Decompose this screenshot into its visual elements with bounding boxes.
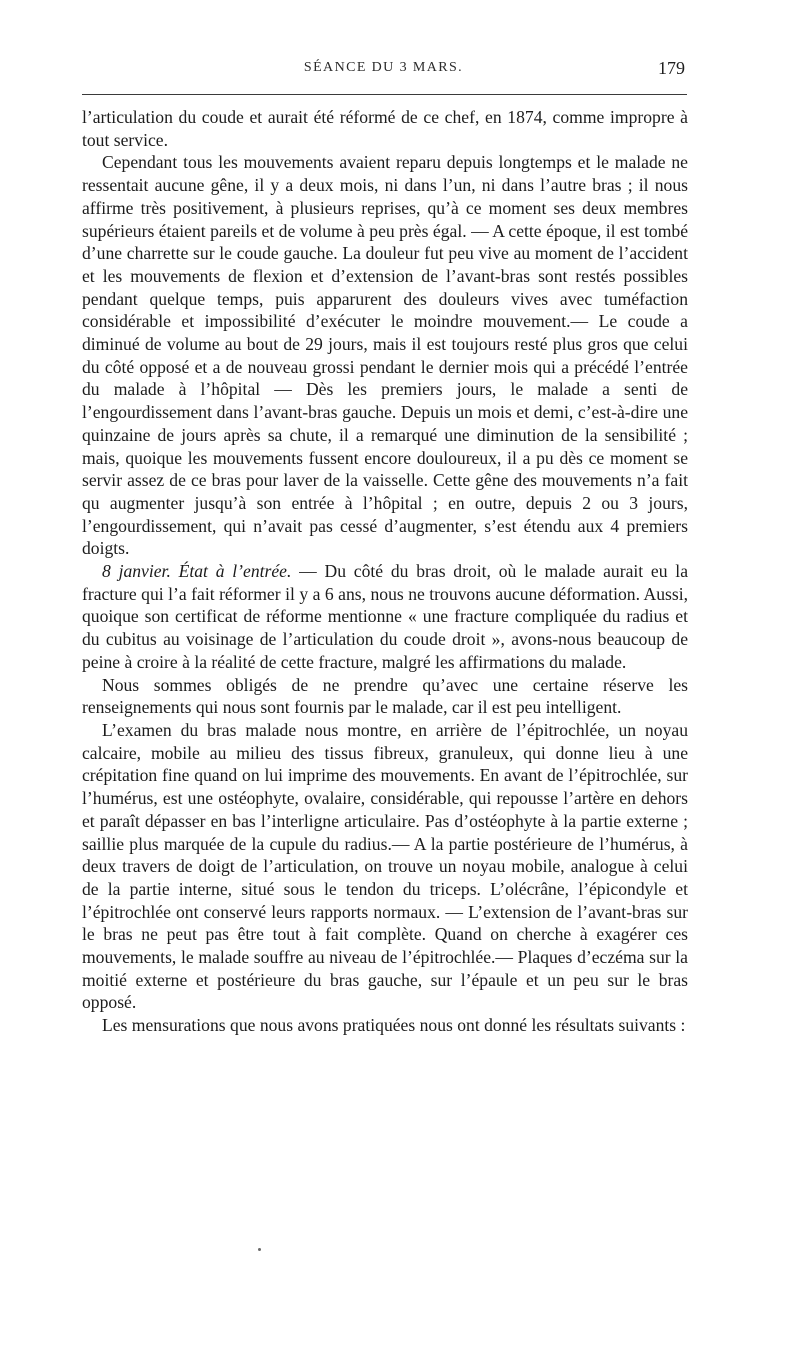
paragraph-text: Nous sommes obligés de ne prendre qu’avec une certaine réserve les renseignements qui nous sont fournis par le malade, car il est peu intelligent. [82, 674, 688, 718]
paragraph-text: Cependant tous les mouvements avaient reparu depuis longtemps et le malade ne ressentait aucune gêne, il y a deux mois, ni dans l’un, ni dans l’autre bras ; il nous affirme très positivement, à plusieurs reprises, qu’à ce moment ses deux membres supérieurs étaient pareils et de volume à peu près égal. — A cette époque, il est tombé d’une charrette sur le coude gauche. La douleur fut peu vive au moment de l’accident et les mouvements de flexion et d’extension de l’avant-bras sont restés possibles pendant quelque temps, puis apparurent des douleurs vives avec tuméfaction considérable et impossibilité d’exécuter le moindre mouvement.— Le coude a diminué de volume au bout de 29 jours, mais il est toujours resté plus gros que celui du côté opposé et a de nouveau grossi pendant le dernier mois qui a précédé l’entrée du malade à l’hôpital — Dès les premiers jours, le malade a senti de l’engourdissement dans l’avant-bras gauche. Depuis un mois et demi, c’est-à-dire une quinzaine de jours après sa chute, il a remarqué une diminution de la sensibilité ; mais, quoique les mouvements fussent encore douloureux, il a pu dès ce moment se servir assez de ce bras pour laver de la vaisselle. Cette gêne des mouvements n’a fait qu augmenter jusqu’à son entrée à l’hôpital ; en outre, depuis 2 ou 3 jours, l’engourdissement, qui n’avait pas cessé d’augmenter, s’est étendu aux 4 premiers doigts. [82, 152, 688, 559]
page-number: 179 [658, 58, 685, 78]
paragraph-text: l’articulation du coude et aurait été réformé de ce chef, en 1874, comme impropre à tout service. [82, 107, 688, 150]
paragraph-text: Les mensurations que nous avons pratiquées nous ont donné les résultats suivants : [102, 1015, 686, 1036]
paragraph-continuation [82, 106, 688, 151]
paragraph-measurements [82, 1014, 688, 1037]
paragraph-reserve [82, 674, 688, 719]
paragraph-lead-date: 8 janvier. État à l’entrée. [102, 561, 292, 582]
running-head: SÉANCE DU 3 MARS. [303, 60, 464, 75]
paragraph-history [82, 151, 688, 560]
header-rule [82, 94, 687, 95]
paragraph-admission-state [82, 560, 688, 674]
paragraph-text: L’examen du bras malade nous montre, en arrière de l’épitrochlée, un noyau calcaire, mobile au milieu des tissus fibreux, granuleux, qui donne lieu à une crépitation fine quand on lui imprime des mouvements. En avant de l’épitrochlée, sur l’humérus, est une ostéophyte, ovalaire, considérable, qui repousse l’artère en dehors et paraît dépasser en bas l’interligne articulaire. Pas d’ostéophyte à la partie externe ; saillie plus marquée de la cupule du radius.— A la partie postérieure de l’humérus, à deux travers de doigt de l’articulation, on trouve un noyau mobile, analogue à celui de la partie interne, situé sous le tendon du triceps. L’olécrâne, l’épicondyle et l’épitrochlée ont conservé leurs rapports normaux. — L’extension de l’avant-bras sur le bras ne peut pas être tout à fait complète. Quand on cherche à exagérer ces mouvements, le malade souffre au niveau de l’épitrochlée.— Plaques d’eczéma sur la moitié externe et postérieure du bras gauche, sur l’épaule et un peu sur le bras opposé. [82, 719, 688, 1013]
paper-speck [258, 1248, 261, 1251]
body-text [82, 106, 688, 1037]
paragraph-examination [82, 719, 688, 1014]
paragraph-text: — Du côté du bras droit, où le malade aurait eu la fracture qui l’a fait réformer il y a 6 ans, nous ne trouvons aucune déformation. Aussi, quoique son certificat de réforme mentionne « une fracture compliquée du radius et du cubitus au voisinage de l’articulation du coude droit », avons-nous beaucoup de peine à croire à la réalité de cette fracture, malgré les affirmations du malade. [82, 561, 688, 672]
page-header [82, 58, 685, 86]
